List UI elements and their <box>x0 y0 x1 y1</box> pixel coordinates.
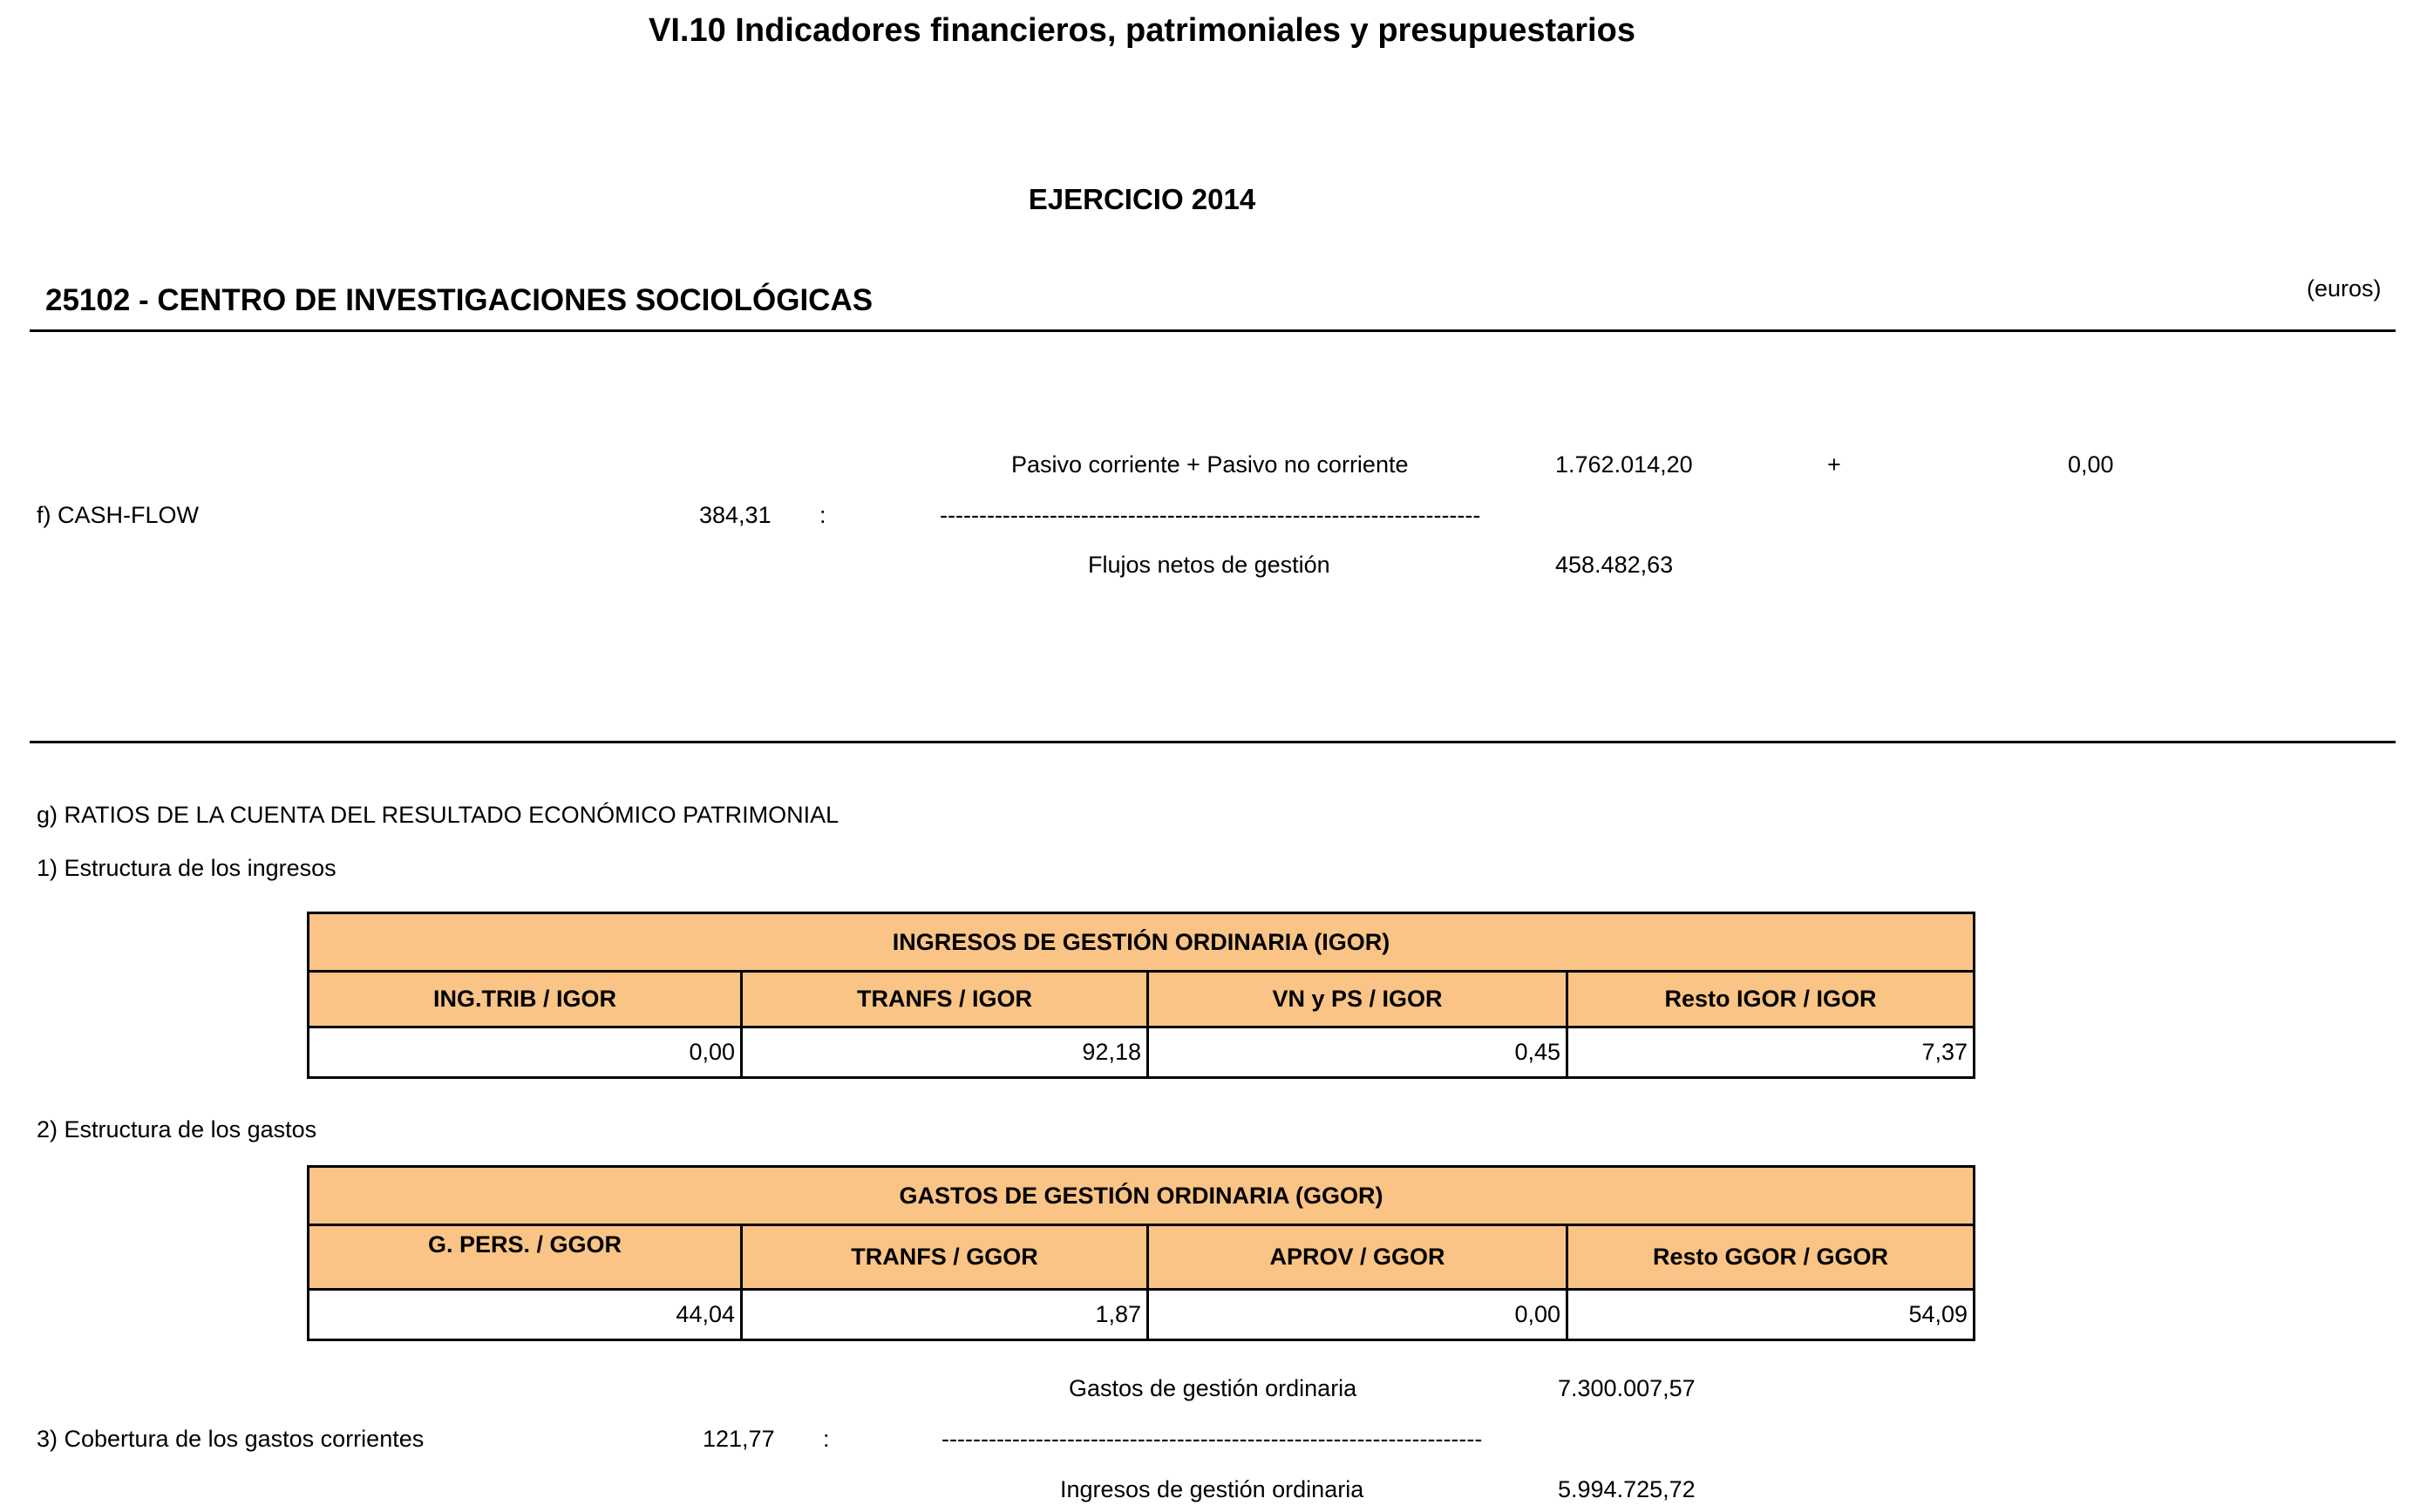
cobertura-denominator-label: Ingresos de gestión ordinaria <box>1060 1476 1364 1502</box>
cobertura-colon: : <box>823 1426 830 1452</box>
gastos-value-aprov: 0,00 <box>1148 1290 1567 1340</box>
ratios-heading: g) RATIOS DE LA CUENTA DEL RESULTADO ECONÓMICO PATRIMONIAL <box>37 802 840 828</box>
cobertura-label: 3) Cobertura de los gastos corrientes <box>37 1426 425 1452</box>
cashflow-colon: : <box>819 502 826 528</box>
gastos-value-resto: 54,09 <box>1567 1290 1975 1340</box>
gastos-col-resto: Resto GGOR / GGOR <box>1567 1225 1975 1290</box>
cobertura-denominator-value: 5.994.725,72 <box>1558 1476 1696 1502</box>
entity-name: 25102 - CENTRO DE INVESTIGACIONES SOCIOLÓGICAS <box>45 283 874 317</box>
cobertura-fraction-line: --------------------------------------------------------------------- <box>941 1426 1483 1452</box>
cobertura-value: 121,77 <box>703 1426 775 1452</box>
cashflow-numerator-value-1: 1.762.014,20 <box>1555 451 1693 478</box>
currency-units: (euros) <box>2307 275 2382 302</box>
cashflow-plus-sign: + <box>1827 451 1841 478</box>
ingresos-ratio-table <box>307 912 1975 1079</box>
gastos-table-title: GASTOS DE GESTIÓN ORDINARIA (GGOR) <box>309 1167 1975 1225</box>
cashflow-fraction-line: --------------------------------------------------------------------- <box>940 502 1481 528</box>
gastos-col-pers: G. PERS. / GGOR <box>309 1225 742 1290</box>
cashflow-denominator-label: Flujos netos de gestión <box>1088 552 1330 578</box>
ingresos-value-tranfs: 92,18 <box>742 1027 1148 1078</box>
gastos-ratio-table <box>307 1165 1975 1341</box>
cashflow-value: 384,31 <box>699 502 772 528</box>
ingresos-value-ing-trib: 0,00 <box>309 1027 742 1078</box>
ingresos-col-resto: Resto IGOR / IGOR <box>1567 972 1975 1027</box>
gastos-col-tranfs: TRANFS / GGOR <box>742 1225 1148 1290</box>
gastos-structure-label: 2) Estructura de los gastos <box>37 1116 317 1142</box>
page-title: VI.10 Indicadores financieros, patrimoniales y presupuestarios <box>649 12 1635 49</box>
section-divider <box>30 741 2396 743</box>
cashflow-denominator-value: 458.482,63 <box>1555 552 1674 578</box>
cobertura-numerator-label: Gastos de gestión ordinaria <box>1069 1375 1357 1401</box>
ingresos-structure-label: 1) Estructura de los ingresos <box>37 855 336 881</box>
ingresos-col-ing-trib: ING.TRIB / IGOR <box>309 972 742 1027</box>
ingresos-col-tranfs: TRANFS / IGOR <box>742 972 1148 1027</box>
cashflow-numerator-value-2: 0,00 <box>2068 451 2114 478</box>
gastos-col-aprov: APROV / GGOR <box>1148 1225 1567 1290</box>
gastos-value-tranfs: 1,87 <box>742 1290 1148 1340</box>
cobertura-numerator-value: 7.300.007,57 <box>1558 1375 1696 1401</box>
ingresos-col-vn-ps: VN y PS / IGOR <box>1148 972 1567 1027</box>
ingresos-table-title: INGRESOS DE GESTIÓN ORDINARIA (IGOR) <box>309 913 1975 972</box>
cashflow-numerator-label: Pasivo corriente + Pasivo no corriente <box>1011 451 1409 478</box>
header-divider <box>30 329 2396 332</box>
fiscal-year-heading: EJERCICIO 2014 <box>1028 183 1256 215</box>
ingresos-value-vn-ps: 0,45 <box>1148 1027 1567 1078</box>
cashflow-label: f) CASH-FLOW <box>37 502 199 528</box>
gastos-value-pers: 44,04 <box>309 1290 742 1340</box>
ingresos-value-resto: 7,37 <box>1567 1027 1975 1078</box>
